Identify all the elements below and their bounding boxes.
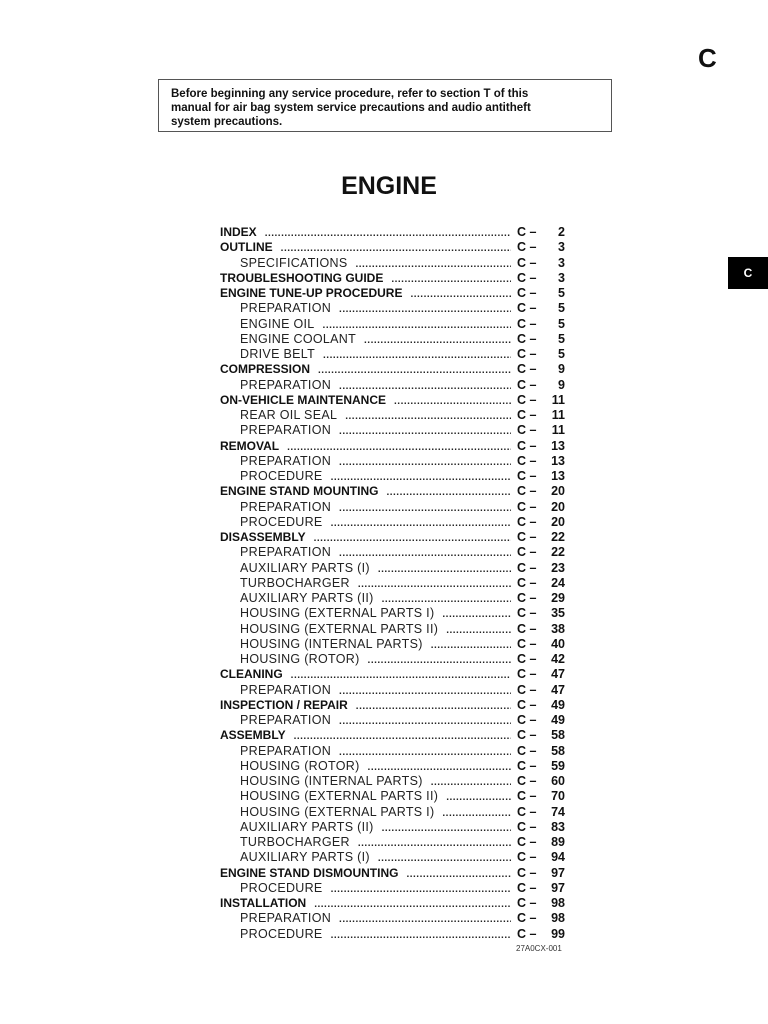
- toc-entry-title: AUXILIARY PARTS (I): [240, 560, 370, 575]
- toc-entry-page-number: 49: [551, 697, 565, 712]
- dot-leader: [318, 363, 511, 378]
- toc-entry-title: OUTLINE: [220, 240, 273, 255]
- toc-entry-page-number: 5: [558, 347, 565, 361]
- notice-line: Before beginning any service procedure, refer to section T of this: [171, 88, 529, 100]
- dot-leader: [331, 882, 511, 897]
- toc-entry-page-number: 70: [551, 789, 565, 804]
- toc-entry-page-number: 13: [551, 453, 565, 468]
- toc-entry-section-prefix: C –: [517, 789, 537, 804]
- toc-entry-page-number: 29: [551, 591, 565, 605]
- toc-entry-page-number: 98: [551, 896, 565, 910]
- toc-subentry[interactable]: [220, 683, 565, 698]
- toc-entry[interactable]: [220, 484, 565, 499]
- toc-subentry[interactable]: [220, 408, 565, 423]
- toc-entry-section-prefix: C –: [517, 575, 537, 590]
- toc-entry-title: ON-VEHICLE MAINTENANCE: [220, 392, 387, 407]
- toc-entry-page-number: 49: [551, 713, 565, 727]
- toc-entry-title: PREPARATION: [240, 682, 332, 697]
- toc-entry-page-number: 98: [551, 911, 565, 926]
- toc-entry-title: HOUSING (INTERNAL PARTS): [240, 774, 423, 788]
- toc-entry-title: HOUSING (EXTERNAL PARTS II): [240, 789, 439, 804]
- toc-entry-title: CLEANING: [220, 667, 283, 682]
- dot-leader: [378, 562, 511, 577]
- toc-entry-page-number: 11: [551, 392, 565, 407]
- dot-leader: [339, 455, 511, 470]
- toc-entry-section-prefix: C –: [517, 636, 537, 651]
- toc-entry-title: AUXILIARY PARTS (I): [240, 850, 370, 865]
- toc-entry-section-prefix: C –: [517, 926, 537, 941]
- toc-entry-page-number: 47: [551, 667, 565, 682]
- toc-entry[interactable]: [220, 240, 565, 255]
- toc-entry-section-prefix: C –: [517, 865, 537, 880]
- dot-leader: [358, 836, 511, 851]
- dot-leader: [382, 821, 511, 836]
- toc-entry-page-number: 20: [551, 484, 565, 499]
- dot-leader: [410, 287, 511, 302]
- dot-leader: [356, 699, 511, 714]
- dot-leader: [378, 851, 511, 866]
- toc-entry-section-prefix: C –: [517, 804, 537, 819]
- toc-subentry[interactable]: [220, 454, 565, 469]
- toc-entry-title: PREPARATION: [240, 713, 332, 727]
- toc-entry-title: ASSEMBLY: [220, 728, 286, 743]
- toc-entry-title: HOUSING (EXTERNAL PARTS I): [240, 804, 435, 819]
- toc-entry-section-prefix: C –: [517, 819, 537, 834]
- toc-entry-page-number: 2: [558, 225, 565, 239]
- toc-entry-title: DISASSEMBLY: [220, 530, 306, 544]
- dot-leader: [331, 470, 511, 485]
- toc-subentry[interactable]: [220, 301, 565, 316]
- dot-leader: [442, 806, 511, 821]
- toc-entry-page-number: 97: [551, 880, 565, 895]
- toc-entry[interactable]: [220, 362, 565, 377]
- toc-entry[interactable]: [220, 698, 565, 713]
- toc-entry-page-number: 9: [558, 362, 565, 377]
- dot-leader: [345, 409, 511, 424]
- toc-entry-section-prefix: C –: [517, 560, 537, 575]
- dot-leader: [358, 577, 511, 592]
- toc-entry-page-number: 11: [551, 423, 565, 438]
- toc-entry-title: ENGINE STAND MOUNTING: [220, 484, 379, 499]
- dot-leader: [446, 790, 511, 805]
- toc-entry-section-prefix: C –: [517, 286, 537, 300]
- dot-leader: [323, 318, 511, 333]
- toc-subentry[interactable]: [220, 637, 565, 652]
- toc-entry[interactable]: [220, 896, 565, 911]
- dot-leader: [339, 684, 511, 699]
- toc-entry-section-prefix: C –: [517, 621, 537, 636]
- toc-entry-section-prefix: C –: [517, 316, 537, 331]
- dot-leader: [406, 867, 511, 882]
- toc-entry-title: INSPECTION / REPAIR: [220, 697, 348, 712]
- toc-subentry[interactable]: [220, 820, 565, 835]
- page-title: ENGINE: [341, 172, 437, 200]
- toc-subentry[interactable]: [220, 515, 565, 530]
- dot-leader: [368, 760, 511, 775]
- dot-leader: [314, 897, 511, 912]
- dot-leader: [446, 623, 511, 638]
- toc-entry-section-prefix: C –: [517, 392, 537, 407]
- toc-entry-section-prefix: C –: [517, 255, 537, 270]
- toc-entry-title: DRIVE BELT: [240, 347, 316, 361]
- notice-line: system precautions.: [171, 116, 283, 128]
- toc-entry-section-prefix: C –: [517, 758, 537, 773]
- toc-entry-page-number: 3: [558, 240, 565, 255]
- toc-subentry[interactable]: [220, 591, 565, 606]
- toc-entry-section-prefix: C –: [517, 743, 537, 758]
- toc-entry-section-prefix: C –: [517, 591, 537, 605]
- dot-leader: [386, 485, 511, 500]
- toc-entry-section-prefix: C –: [517, 331, 537, 346]
- toc-subentry[interactable]: [220, 927, 565, 942]
- toc-entry-page-number: 35: [551, 606, 565, 621]
- toc-subentry[interactable]: [220, 347, 565, 362]
- toc-entry-page-number: 5: [558, 316, 565, 331]
- toc-subentry[interactable]: [220, 789, 565, 804]
- toc-entry-title: REAR OIL SEAL: [240, 408, 338, 422]
- toc-subentry[interactable]: [220, 911, 565, 926]
- toc-entry-title: HOUSING (INTERNAL PARTS): [240, 636, 423, 651]
- toc-entry-section-prefix: C –: [517, 225, 537, 239]
- toc-entry-page-number: 60: [551, 774, 565, 788]
- dot-leader: [339, 302, 511, 317]
- toc-subentry[interactable]: [220, 744, 565, 759]
- section-tab[interactable]: C: [728, 257, 768, 289]
- toc-entry-title: HOUSING (ROTOR): [240, 652, 360, 666]
- dot-leader: [355, 257, 511, 272]
- toc-entry-section-prefix: C –: [517, 499, 537, 514]
- toc-subentry[interactable]: [220, 561, 565, 576]
- toc-entry-section-prefix: C –: [517, 728, 537, 743]
- toc-entry-section-prefix: C –: [517, 850, 537, 865]
- toc-entry-section-prefix: C –: [517, 484, 537, 499]
- toc-entry-section-prefix: C –: [517, 713, 537, 727]
- dot-leader: [339, 424, 511, 439]
- toc-entry-title: HOUSING (EXTERNAL PARTS II): [240, 621, 439, 636]
- dot-leader: [331, 516, 511, 531]
- toc-subentry[interactable]: [220, 805, 565, 820]
- toc-subentry[interactable]: [220, 774, 565, 789]
- toc-entry-page-number: 13: [551, 469, 565, 483]
- toc-subentry[interactable]: [220, 332, 565, 347]
- toc-entry[interactable]: [220, 439, 565, 454]
- toc-entry[interactable]: [220, 728, 565, 743]
- toc-entry-section-prefix: C –: [517, 469, 537, 483]
- dot-leader: [391, 272, 511, 287]
- toc-subentry[interactable]: [220, 378, 565, 393]
- toc-subentry[interactable]: [220, 881, 565, 896]
- toc-entry-section-prefix: C –: [517, 270, 537, 285]
- toc-entry-page-number: 13: [551, 438, 565, 453]
- toc-subentry[interactable]: [220, 256, 565, 271]
- toc-entry-title: PROCEDURE: [240, 469, 323, 483]
- toc-entry-page-number: 58: [551, 728, 565, 743]
- toc-entry-section-prefix: C –: [517, 530, 537, 544]
- toc-entry-title: PREPARATION: [240, 499, 332, 514]
- toc-entry-section-prefix: C –: [517, 423, 537, 438]
- toc-entry-page-number: 20: [551, 514, 565, 529]
- toc-subentry[interactable]: [220, 317, 565, 332]
- toc-entry-page-number: 42: [551, 652, 565, 666]
- toc-entry-page-number: 22: [551, 545, 565, 560]
- toc-entry[interactable]: [220, 286, 565, 301]
- dot-leader: [431, 775, 511, 790]
- toc-entry-title: ENGINE COOLANT: [240, 331, 357, 346]
- toc-entry-page-number: 89: [551, 835, 565, 849]
- toc-entry-title: REMOVAL: [220, 438, 280, 453]
- toc-entry-section-prefix: C –: [517, 880, 537, 895]
- toc-entry[interactable]: [220, 271, 565, 286]
- figure-code: 27A0CX-001: [516, 944, 562, 953]
- dot-leader: [339, 546, 511, 561]
- toc-entry-title: PROCEDURE: [240, 514, 323, 529]
- toc-entry-page-number: 23: [551, 560, 565, 575]
- dot-leader: [294, 729, 511, 744]
- toc-entry-title: INDEX: [220, 225, 257, 239]
- toc-entry[interactable]: [220, 866, 565, 881]
- toc-entry-section-prefix: C –: [517, 514, 537, 529]
- toc-subentry[interactable]: [220, 759, 565, 774]
- toc-entry-section-prefix: C –: [517, 545, 537, 560]
- toc-entry-page-number: 3: [558, 270, 565, 285]
- toc-entry-page-number: 40: [551, 636, 565, 651]
- toc-subentry[interactable]: [220, 423, 565, 438]
- dot-leader: [291, 668, 511, 683]
- toc-entry-section-prefix: C –: [517, 774, 537, 788]
- toc-entry-section-prefix: C –: [517, 362, 537, 377]
- toc-entry-title: ENGINE TUNE-UP PROCEDURE: [220, 286, 403, 300]
- dot-leader: [265, 226, 511, 241]
- dot-leader: [339, 714, 511, 729]
- dot-leader: [382, 592, 511, 607]
- toc-entry-section-prefix: C –: [517, 240, 537, 255]
- toc-entry-title: PROCEDURE: [240, 880, 323, 895]
- toc-entry-section-prefix: C –: [517, 911, 537, 926]
- toc-entry-page-number: 47: [551, 682, 565, 697]
- toc-entry-page-number: 5: [558, 286, 565, 300]
- toc-entry-section-prefix: C –: [517, 697, 537, 712]
- toc-entry-page-number: 97: [551, 865, 565, 880]
- table-of-contents: [220, 225, 565, 942]
- dot-leader: [323, 348, 511, 363]
- dot-leader: [442, 607, 511, 622]
- toc-subentry[interactable]: [220, 835, 565, 850]
- toc-entry-section-prefix: C –: [517, 438, 537, 453]
- toc-entry-page-number: 5: [558, 331, 565, 346]
- toc-entry-page-number: 11: [551, 408, 565, 422]
- toc-entry-page-number: 20: [551, 499, 565, 514]
- toc-entry-section-prefix: C –: [517, 347, 537, 361]
- toc-entry-title: TURBOCHARGER: [240, 835, 350, 849]
- dot-leader: [339, 745, 511, 760]
- toc-subentry[interactable]: [220, 850, 565, 865]
- toc-entry-page-number: 3: [558, 255, 565, 270]
- toc-entry-section-prefix: C –: [517, 453, 537, 468]
- toc-entry-section-prefix: C –: [517, 896, 537, 910]
- toc-entry-page-number: 99: [551, 926, 565, 941]
- toc-entry-page-number: 9: [558, 377, 565, 392]
- toc-entry-section-prefix: C –: [517, 606, 537, 621]
- toc-entry-section-prefix: C –: [517, 377, 537, 392]
- toc-entry-page-number: 5: [558, 301, 565, 316]
- toc-subentry[interactable]: [220, 652, 565, 667]
- toc-entry-title: COMPRESSION: [220, 362, 311, 377]
- dot-leader: [364, 333, 511, 348]
- toc-entry-section-prefix: C –: [517, 667, 537, 682]
- toc-entry-page-number: 38: [551, 621, 565, 636]
- dot-leader: [287, 440, 511, 455]
- section-letter: C: [698, 43, 717, 73]
- toc-entry-title: PROCEDURE: [240, 926, 323, 941]
- toc-entry-title: INSTALLATION: [220, 896, 307, 910]
- toc-entry-section-prefix: C –: [517, 301, 537, 316]
- toc-subentry[interactable]: [220, 500, 565, 515]
- notice-line: manual for air bag system service precautions and audio antitheft: [171, 102, 531, 114]
- toc-entry-title: SPECIFICATIONS: [240, 255, 348, 270]
- toc-entry-page-number: 59: [551, 758, 565, 773]
- toc-subentry[interactable]: [220, 469, 565, 484]
- dot-leader: [314, 531, 511, 546]
- dot-leader: [331, 928, 511, 943]
- toc-entry-section-prefix: C –: [517, 652, 537, 666]
- toc-entry-title: AUXILIARY PARTS (II): [240, 819, 374, 834]
- toc-entry-title: AUXILIARY PARTS (II): [240, 591, 374, 605]
- toc-entry-page-number: 94: [551, 850, 565, 865]
- toc-subentry[interactable]: [220, 622, 565, 637]
- dot-leader: [281, 241, 511, 256]
- toc-entry-section-prefix: C –: [517, 682, 537, 697]
- toc-entry[interactable]: [220, 225, 565, 240]
- dot-leader: [339, 501, 511, 516]
- toc-entry-title: PREPARATION: [240, 911, 332, 926]
- toc-entry-title: HOUSING (EXTERNAL PARTS I): [240, 606, 435, 621]
- toc-entry-title: PREPARATION: [240, 301, 332, 316]
- toc-entry-title: PREPARATION: [240, 453, 332, 468]
- toc-entry-page-number: 22: [551, 530, 565, 544]
- toc-entry-page-number: 83: [551, 819, 565, 834]
- toc-subentry[interactable]: [220, 713, 565, 728]
- toc-subentry[interactable]: [220, 545, 565, 560]
- dot-leader: [339, 912, 511, 927]
- toc-entry[interactable]: [220, 667, 565, 682]
- toc-entry[interactable]: [220, 530, 565, 545]
- toc-entry-title: PREPARATION: [240, 545, 332, 560]
- dot-leader: [431, 638, 511, 653]
- dot-leader: [339, 379, 511, 394]
- toc-entry-title: ENGINE OIL: [240, 316, 315, 331]
- toc-entry-title: PREPARATION: [240, 423, 332, 438]
- toc-entry-section-prefix: C –: [517, 408, 537, 422]
- toc-entry-title: PREPARATION: [240, 377, 332, 392]
- toc-subentry[interactable]: [220, 606, 565, 621]
- service-notice-box: [158, 79, 612, 132]
- toc-subentry[interactable]: [220, 576, 565, 591]
- dot-leader: [368, 653, 511, 668]
- toc-entry-title: ENGINE STAND DISMOUNTING: [220, 865, 399, 880]
- toc-entry-title: TROUBLESHOOTING GUIDE: [220, 270, 384, 285]
- toc-entry-page-number: 58: [551, 743, 565, 758]
- toc-entry[interactable]: [220, 393, 565, 408]
- toc-entry-page-number: 24: [551, 575, 565, 590]
- toc-entry-title: PREPARATION: [240, 743, 332, 758]
- toc-entry-page-number: 74: [551, 804, 565, 819]
- toc-entry-title: HOUSING (ROTOR): [240, 758, 360, 773]
- toc-entry-section-prefix: C –: [517, 835, 537, 849]
- toc-entry-title: TURBOCHARGER: [240, 575, 350, 590]
- dot-leader: [394, 394, 511, 409]
